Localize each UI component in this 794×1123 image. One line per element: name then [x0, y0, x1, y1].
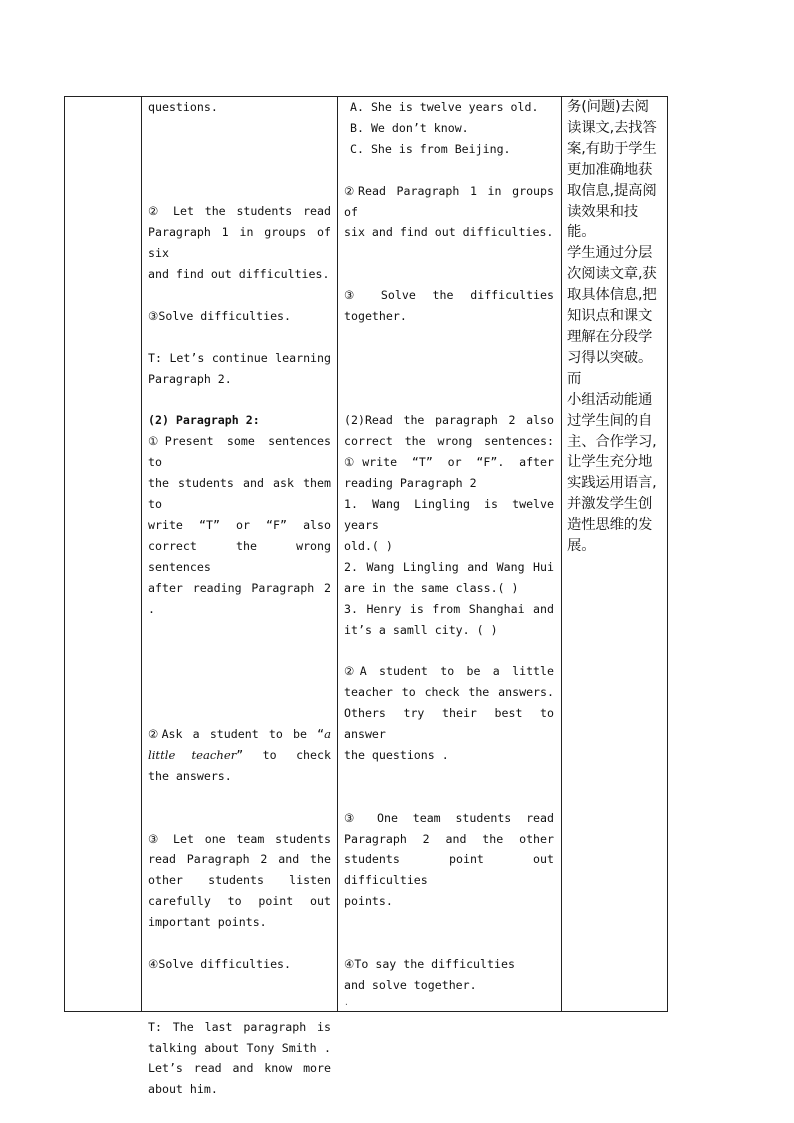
intent-line: 理解在分段学 — [567, 328, 653, 345]
text-line: (2)Read the paragraph 2 also — [344, 413, 554, 428]
option-a: A. She is twelve years old. — [350, 100, 539, 114]
text-line: questions. — [148, 100, 218, 114]
column-divider — [141, 97, 142, 1011]
text-line: important points. — [148, 915, 267, 930]
question-1: 1. Wang Lingling is twelve years — [344, 497, 554, 533]
lesson-table — [64, 96, 668, 1097]
text-line: T: Let’s continue learning — [148, 350, 331, 365]
text-fragment: ②Ask a student to be “ — [148, 727, 325, 741]
option-b: B. We don’t know. — [350, 120, 469, 135]
text-line: ①Present some sentences to — [148, 434, 331, 470]
intent-line: 小组活动能通 — [567, 391, 653, 408]
question-3-blank: it’s a samll city. ( ) — [344, 622, 498, 637]
intent-line: 次阅读文章,获 — [567, 266, 657, 283]
text-line: reading Paragraph 2 — [344, 476, 477, 491]
intent-line: 取具体信息,把 — [567, 287, 657, 304]
text-line: together. — [344, 309, 407, 324]
intent-line: 实践运用语言, — [567, 475, 657, 492]
italic-fragment: a — [324, 727, 331, 741]
text-line: after reading Paragraph 2 . — [148, 580, 331, 616]
text-line: correct the wrong sentences — [148, 538, 331, 574]
intent-line: 展。 — [567, 538, 596, 555]
text-line: points. — [344, 894, 393, 909]
text-line: ③ One team students read — [344, 810, 554, 825]
text-line: carefully to point out — [148, 894, 331, 909]
intent-line: 主、合作学习, — [567, 433, 657, 450]
text-line: teacher to check the answers. — [344, 685, 554, 700]
text-line: the questions . — [344, 747, 449, 762]
text-line: ③ Solve the difficulties — [344, 288, 554, 303]
text-line: write “T” or “F” also — [148, 518, 331, 533]
design-intent-column — [567, 97, 665, 557]
intent-line: 并激发学生创 — [567, 496, 653, 513]
text-line: talking about Tony Smith . — [148, 1040, 331, 1055]
intent-line: 读课文,去找答 — [567, 119, 657, 136]
intent-line: 案,有助于学生 — [567, 140, 657, 157]
text-line: ②A student to be a little — [344, 664, 554, 679]
text-line: Others try their best to answer — [344, 706, 554, 742]
text-line — [148, 745, 331, 766]
text-line: about him. — [148, 1082, 218, 1097]
intent-line: 读效果和技能。 — [567, 203, 638, 241]
text-line — [148, 724, 331, 745]
intent-line: 学生通过分层 — [567, 245, 653, 262]
question-2-blank: are in the same class.( ) — [344, 580, 519, 595]
intent-line: 习得以突破。而 — [567, 349, 653, 387]
intent-line: 取信息,提高阅 — [567, 182, 657, 199]
text-line: Paragraph 2. — [148, 371, 232, 386]
text-line: ③Solve difficulties. — [148, 308, 292, 323]
text-line: other students listen — [148, 873, 331, 888]
text-line: and solve together. — [344, 977, 477, 992]
text-line: Paragraph 2 and the other — [344, 831, 554, 846]
text-fragment: ” to check — [236, 747, 331, 762]
intent-line: 过学生间的自 — [567, 412, 653, 429]
column-divider — [337, 97, 338, 1011]
text-line: ②Read Paragraph 1 in groups of — [344, 183, 554, 219]
text-line: ③ Let one team students — [148, 831, 331, 846]
text-line: students point out difficulties — [344, 852, 554, 888]
text-line: Let’s read and know more — [148, 1061, 331, 1076]
stray-dot: . — [344, 997, 349, 1007]
column-divider — [561, 97, 562, 1011]
text-line: ④To say the difficulties — [344, 956, 515, 971]
text-line: ② Let the students read — [148, 204, 331, 219]
text-line: and find out difficulties. — [148, 267, 330, 282]
intent-line: 务(问题)去阅 — [567, 99, 649, 115]
text-line: ①write “T” or “F”. after — [344, 455, 554, 470]
text-line: the answers. — [148, 768, 232, 783]
option-c: C. She is from Beijing. — [350, 141, 511, 156]
intent-line: 造性思维的发 — [567, 517, 653, 534]
intent-line: 更加准确地获 — [567, 161, 653, 178]
section-heading: (2) Paragraph 2: — [148, 413, 260, 428]
student-activity-column — [344, 97, 554, 1010]
text-line: the students and ask them to — [148, 476, 331, 512]
teacher-activity-column — [148, 97, 331, 1100]
text-line: read Paragraph 2 and the — [148, 852, 331, 867]
question-2: 2. Wang Lingling and Wang Hui — [344, 559, 554, 574]
text-line: T: The last paragraph is — [148, 1019, 331, 1034]
text-line: Paragraph 1 in groups of six — [148, 225, 331, 261]
text-line: correct the wrong sentences: — [344, 434, 554, 449]
intent-line: 让学生充分地 — [567, 454, 653, 471]
text-line: six and find out difficulties. — [344, 225, 554, 240]
intent-line: 知识点和课文 — [567, 308, 653, 325]
question-3: 3. Henry is from Shanghai and — [344, 601, 554, 616]
italic-fragment: little teacher — [148, 747, 237, 762]
text-line: ④Solve difficulties. — [148, 956, 292, 971]
question-1-blank: old.( ) — [344, 538, 393, 553]
